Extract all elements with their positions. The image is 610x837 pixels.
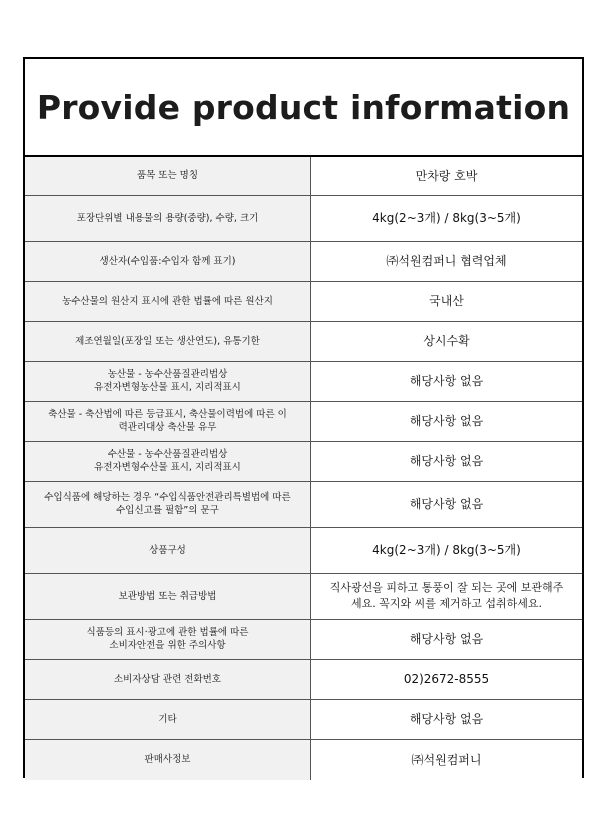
title-band — [25, 59, 582, 157]
row-value — [311, 699, 583, 739]
row-value — [311, 481, 583, 527]
info-row — [25, 441, 582, 481]
row-label-line: 제조연월일(포장일 또는 생산연도), 유통기한 — [75, 335, 260, 347]
row-label — [25, 195, 311, 241]
row-label-line: 식품등의 표시·광고에 관한 법률에 따른 — [86, 627, 249, 638]
info-row — [25, 573, 582, 619]
row-value-line: ㈜석원컴퍼니 — [411, 752, 482, 767]
row-value-line: 세요. 꼭지와 씨를 제거하고 섭취하세요. — [351, 597, 542, 610]
row-label-line: 수입신고를 필함”의 문구 — [116, 505, 219, 516]
row-value-line: 4kg(2~3개) / 8kg(3~5개) — [372, 543, 521, 557]
row-value-line: 해당사항 없음 — [409, 497, 484, 511]
row-label-line: 포장단위별 내용물의 용량(중량), 수량, 크기 — [76, 212, 259, 224]
row-value-line: 해당사항 없음 — [409, 712, 484, 726]
row-value — [311, 441, 583, 481]
row-label — [25, 739, 311, 780]
info-row — [25, 157, 582, 195]
info-row — [25, 281, 582, 321]
row-value — [311, 659, 583, 699]
row-label-line: 소비자안전을 위한 주의사항 — [109, 640, 226, 651]
info-row — [25, 361, 582, 401]
row-value-line: 해당사항 없음 — [409, 632, 484, 646]
row-label-line: 유전자변형농산물 표시, 지리적표시 — [94, 382, 241, 393]
row-value — [311, 241, 583, 281]
row-label-line: 판매사정보 — [144, 754, 191, 766]
row-value-line: 해당사항 없음 — [409, 414, 484, 428]
row-value-line: 해당사항 없음 — [409, 454, 484, 468]
row-label-line: 기타 — [158, 713, 177, 725]
row-label-line: 상품구성 — [149, 544, 186, 556]
row-label — [25, 241, 311, 281]
row-label — [25, 659, 311, 699]
row-value — [311, 321, 583, 361]
row-label — [25, 281, 311, 321]
row-value — [311, 739, 583, 780]
row-label-line: 소비자상담 관련 전화번호 — [114, 673, 221, 685]
row-label-line: 수입식품에 해당하는 경우 “수입식품안전관리특별법에 따른 — [44, 492, 291, 503]
product-info-rows — [25, 157, 582, 780]
info-row — [25, 321, 582, 361]
row-label-line: 수산물 - 농수산품질관리법상 — [107, 449, 228, 460]
info-row — [25, 619, 582, 659]
info-row — [25, 401, 582, 441]
row-label-line: 생산자(수입품:수입자 함께 표기) — [99, 255, 236, 267]
row-label — [25, 573, 311, 619]
row-value-line: 4kg(2~3개) / 8kg(3~5개) — [372, 211, 521, 225]
row-label-line: 력관리대상 축산물 유무 — [118, 422, 217, 433]
row-label-line: 농산물 - 농수산품질관리법상 — [107, 369, 228, 380]
info-row — [25, 739, 582, 780]
row-label — [25, 361, 311, 401]
info-row — [25, 481, 582, 527]
row-label — [25, 321, 311, 361]
info-row — [25, 195, 582, 241]
row-value — [311, 573, 583, 619]
row-label-line: 품목 또는 명칭 — [136, 170, 199, 182]
info-row — [25, 699, 582, 739]
row-label-line: 유전자변형수산물 표시, 지리적표시 — [94, 462, 241, 473]
row-label — [25, 619, 311, 659]
row-value-line: 직사광선을 피하고 통풍이 잘 되는 곳에 보관해주 — [329, 581, 564, 594]
row-label-line: 농수산물의 원산지 표시에 관한 법률에 따른 원산지 — [62, 295, 273, 307]
row-value — [311, 361, 583, 401]
row-label — [25, 441, 311, 481]
row-label-line: 축산물 - 축산법에 따른 등급표시, 축산물이력법에 따른 이 — [48, 409, 287, 420]
row-label — [25, 401, 311, 441]
row-value-line: ㈜석원컴퍼니 협력업체 — [386, 254, 507, 268]
row-value-line: 상시수확 — [423, 334, 470, 348]
product-info-table — [25, 157, 582, 780]
product-info-sheet — [23, 57, 584, 778]
row-value — [311, 157, 583, 195]
info-row — [25, 241, 582, 281]
row-label-line: 보관방법 또는 취급방법 — [118, 590, 217, 602]
info-row — [25, 527, 582, 573]
row-value — [311, 281, 583, 321]
row-value-line: 만차랑 호박 — [415, 168, 478, 183]
row-value-line: 해당사항 없음 — [409, 374, 484, 388]
row-value — [311, 619, 583, 659]
row-label — [25, 157, 311, 195]
row-value — [311, 195, 583, 241]
row-value-line: 국내산 — [429, 294, 464, 308]
row-label — [25, 527, 311, 573]
row-value — [311, 527, 583, 573]
row-value-line: 02)2672-8555 — [403, 672, 490, 686]
row-value — [311, 401, 583, 441]
row-label — [25, 481, 311, 527]
page-title: Provide product information — [36, 87, 571, 127]
row-label — [25, 699, 311, 739]
info-row — [25, 659, 582, 699]
